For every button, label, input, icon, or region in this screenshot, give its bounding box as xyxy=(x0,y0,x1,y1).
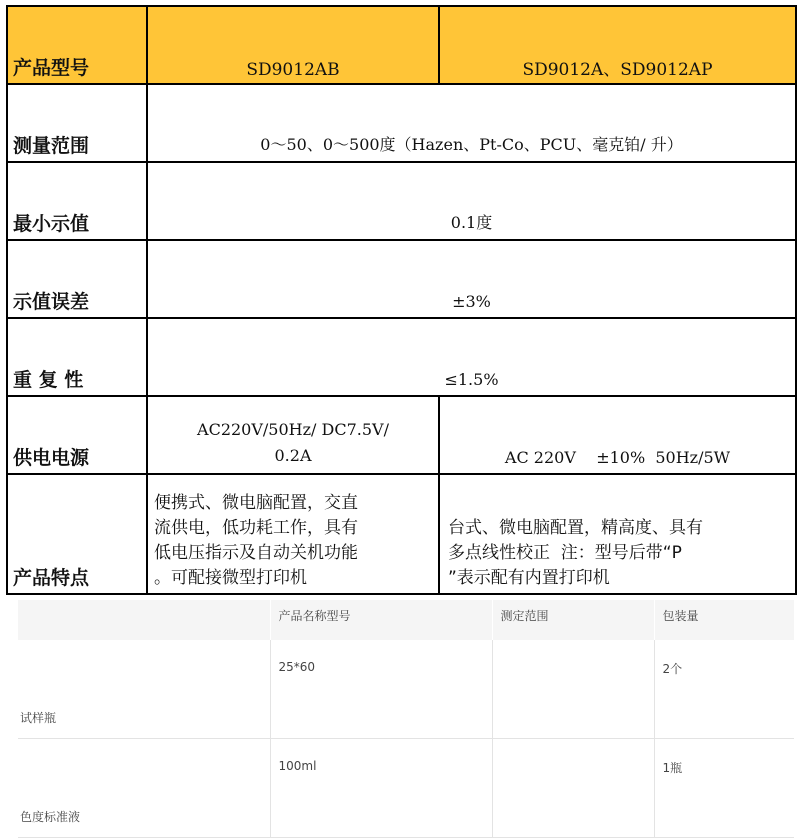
accessory-table xyxy=(18,600,794,838)
power-supply-ab xyxy=(147,396,439,474)
accessory-row xyxy=(18,640,794,739)
accessory-qty: 1瓶 xyxy=(654,739,794,838)
power-supply-label: 供电电源 xyxy=(7,396,147,474)
accessory-header-range: 测定范围 xyxy=(492,600,654,640)
accessory-range xyxy=(492,640,654,739)
features-row xyxy=(7,474,796,594)
power-supply-row xyxy=(7,396,796,474)
header-label: 产品型号 xyxy=(7,6,147,84)
features-label: 产品特点 xyxy=(7,474,147,594)
spec-table xyxy=(6,5,797,595)
power-supply-a-ap: AC 220V ±10% 50Hz/5W xyxy=(439,396,796,474)
repeatability-row xyxy=(7,318,796,396)
display-error-row xyxy=(7,240,796,318)
accessory-header-blank xyxy=(18,600,270,640)
accessory-name: 色度标准液 xyxy=(18,739,270,838)
accessory-header-qty: 包装量 xyxy=(654,600,794,640)
measurement-range-label: 测量范围 xyxy=(7,84,147,162)
accessory-header-row xyxy=(18,600,794,640)
min-display-value: 0.1度 xyxy=(147,162,796,240)
features-a-ap-line: 多点线性校正 注：型号后带“P xyxy=(448,543,682,563)
features-a-ap xyxy=(439,474,796,594)
accessory-header-model: 产品名称型号 xyxy=(270,600,492,640)
accessory-model: 25*60 xyxy=(270,640,492,739)
measurement-range-value: 0～50、0～500度（Hazen、Pt-Co、PCU、毫克铂/ 升） xyxy=(147,84,796,162)
spec-header-row xyxy=(7,6,796,84)
accessory-name: 试样瓶 xyxy=(18,640,270,739)
features-ab-line: 低电压指示及自动关机功能 xyxy=(154,543,358,563)
accessory-qty: 2个 xyxy=(654,640,794,739)
min-display-row xyxy=(7,162,796,240)
accessory-model: 100ml xyxy=(270,739,492,838)
features-a-ap-line: ”表示配有内置打印机 xyxy=(448,568,610,588)
min-display-label: 最小示值 xyxy=(7,162,147,240)
features-a-ap-line: 台式、微电脑配置，精高度、具有 xyxy=(448,518,703,538)
features-ab-line: 便携式、微电脑配置，交直 xyxy=(154,493,358,513)
power-supply-ab-line2: 0.2A xyxy=(274,446,312,465)
measurement-range-row xyxy=(7,84,796,162)
header-model-ab: SD9012AB xyxy=(147,6,439,84)
display-error-label: 示值误差 xyxy=(7,240,147,318)
power-supply-ab-line1: AC220V/50Hz/ DC7.5V/ xyxy=(197,420,389,439)
accessory-range xyxy=(492,739,654,838)
display-error-value: ±3% xyxy=(147,240,796,318)
features-ab-line: 。可配接微型打印机 xyxy=(154,568,307,588)
features-ab-line: 流供电，低功耗工作，具有 xyxy=(154,518,358,538)
header-model-a-ap: SD9012A、SD9012AP xyxy=(439,6,796,84)
accessory-row xyxy=(18,739,794,838)
features-ab xyxy=(147,474,439,594)
repeatability-value: ≤1.5% xyxy=(147,318,796,396)
repeatability-label: 重 复 性 xyxy=(7,318,147,396)
